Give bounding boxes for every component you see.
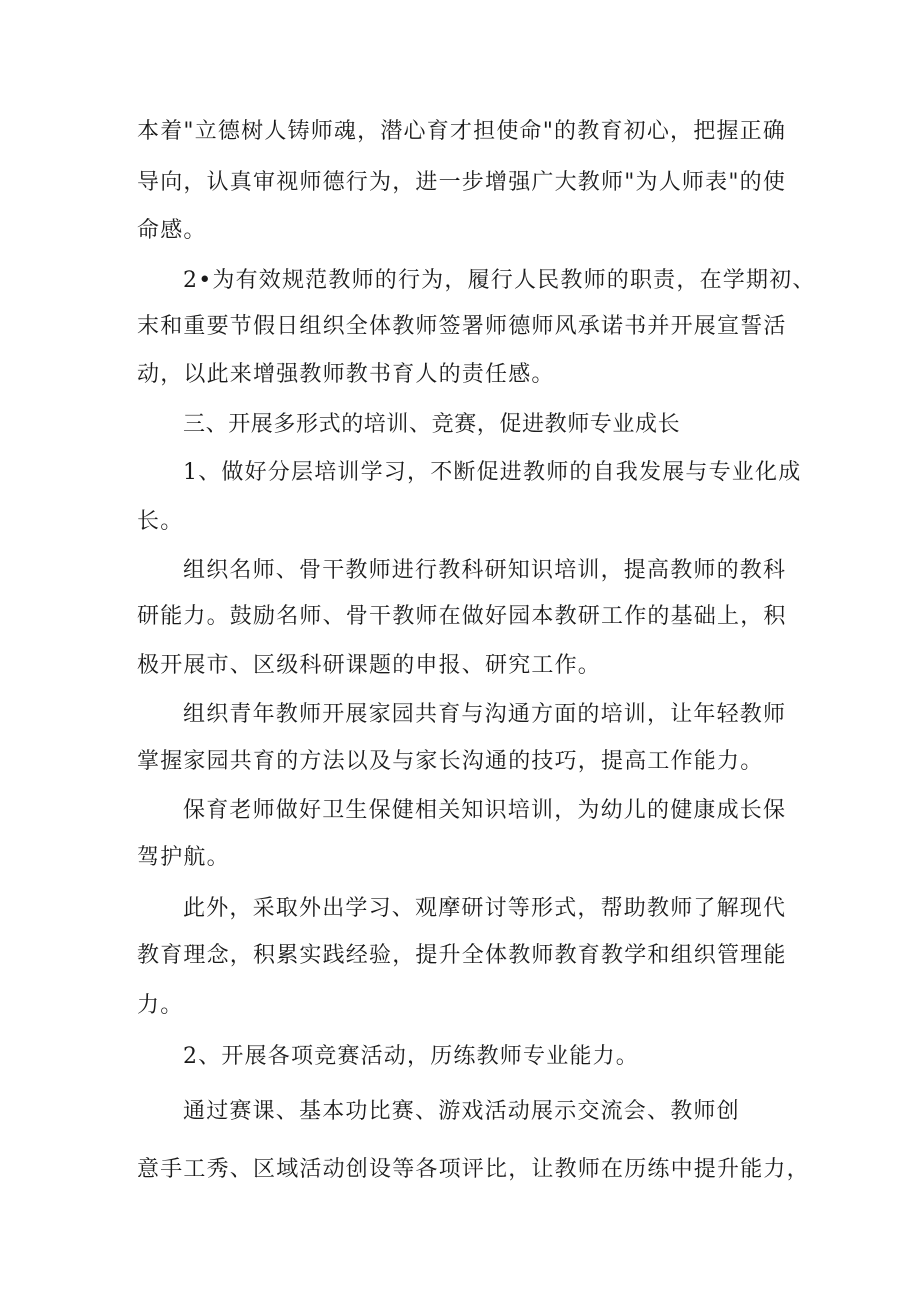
section-heading: 三、开展多形式的培训、竞赛，促进教师专业成长 [183,412,681,437]
paragraph-line: 驾护航。 [137,845,230,870]
paragraph-line: 2、开展各项竞赛活动，历练教师专业能力。 [183,1044,639,1069]
paragraph-line: 1、做好分层培训学习，不断促进教师的自我发展与专业化成 [183,460,802,485]
paragraph-line: 组织青年教师开展家园共育与沟通方面的培训，让年轻教师 [183,702,787,727]
paragraph-line: 末和重要节假日组织全体教师签署师德师风承诺书并开展宣誓活 [137,314,787,339]
paragraph-line: 掌握家园共育的方法以及与家长沟通的技巧，提高工作能力。 [137,749,764,774]
paragraph-line: 导向，认真审视师德行为，进一步增强广大教师"为人师表"的使 [137,170,787,195]
paragraph-line: 动，以此来增强教师教书育人的责任感。 [137,362,555,387]
paragraph-line: 此外，采取外出学习、观摩研讨等形式，帮助教师了解现代 [183,896,787,921]
paragraph-line: 本着"立德树人铸师魂，潜心育才担使命"的教育初心，把握正确 [137,119,787,144]
paragraph-line: 2•为有效规范教师的行为，履行人民教师的职责，在学期初、 [183,268,816,293]
paragraph-line: 命感。 [137,218,207,243]
paragraph-line: 极开展市、区级科研课题的申报、研究工作。 [137,653,602,678]
paragraph-line: 研能力。鼓励名师、骨干教师在做好园本教研工作的基础上，积 [137,604,787,629]
paragraph-line: 保育老师做好卫生保健相关知识培训，为幼儿的健康成长保 [183,798,787,823]
paragraph-line: 长。 [137,509,184,534]
paragraph-line: 意手工秀、区域活动创设等各项评比，让教师在历练中提升能力， [137,1157,810,1182]
paragraph-line: 教育理念，积累实践经验，提升全体教师教育教学和组织管理能 [137,943,787,968]
paragraph-line: 通过赛课、基本功比赛、游戏活动展示交流会、教师创 [183,1099,740,1124]
paragraph-line: 组织名师、骨干教师进行教科研知识培训，提高教师的教科 [183,558,787,583]
paragraph-line: 力。 [137,993,184,1018]
